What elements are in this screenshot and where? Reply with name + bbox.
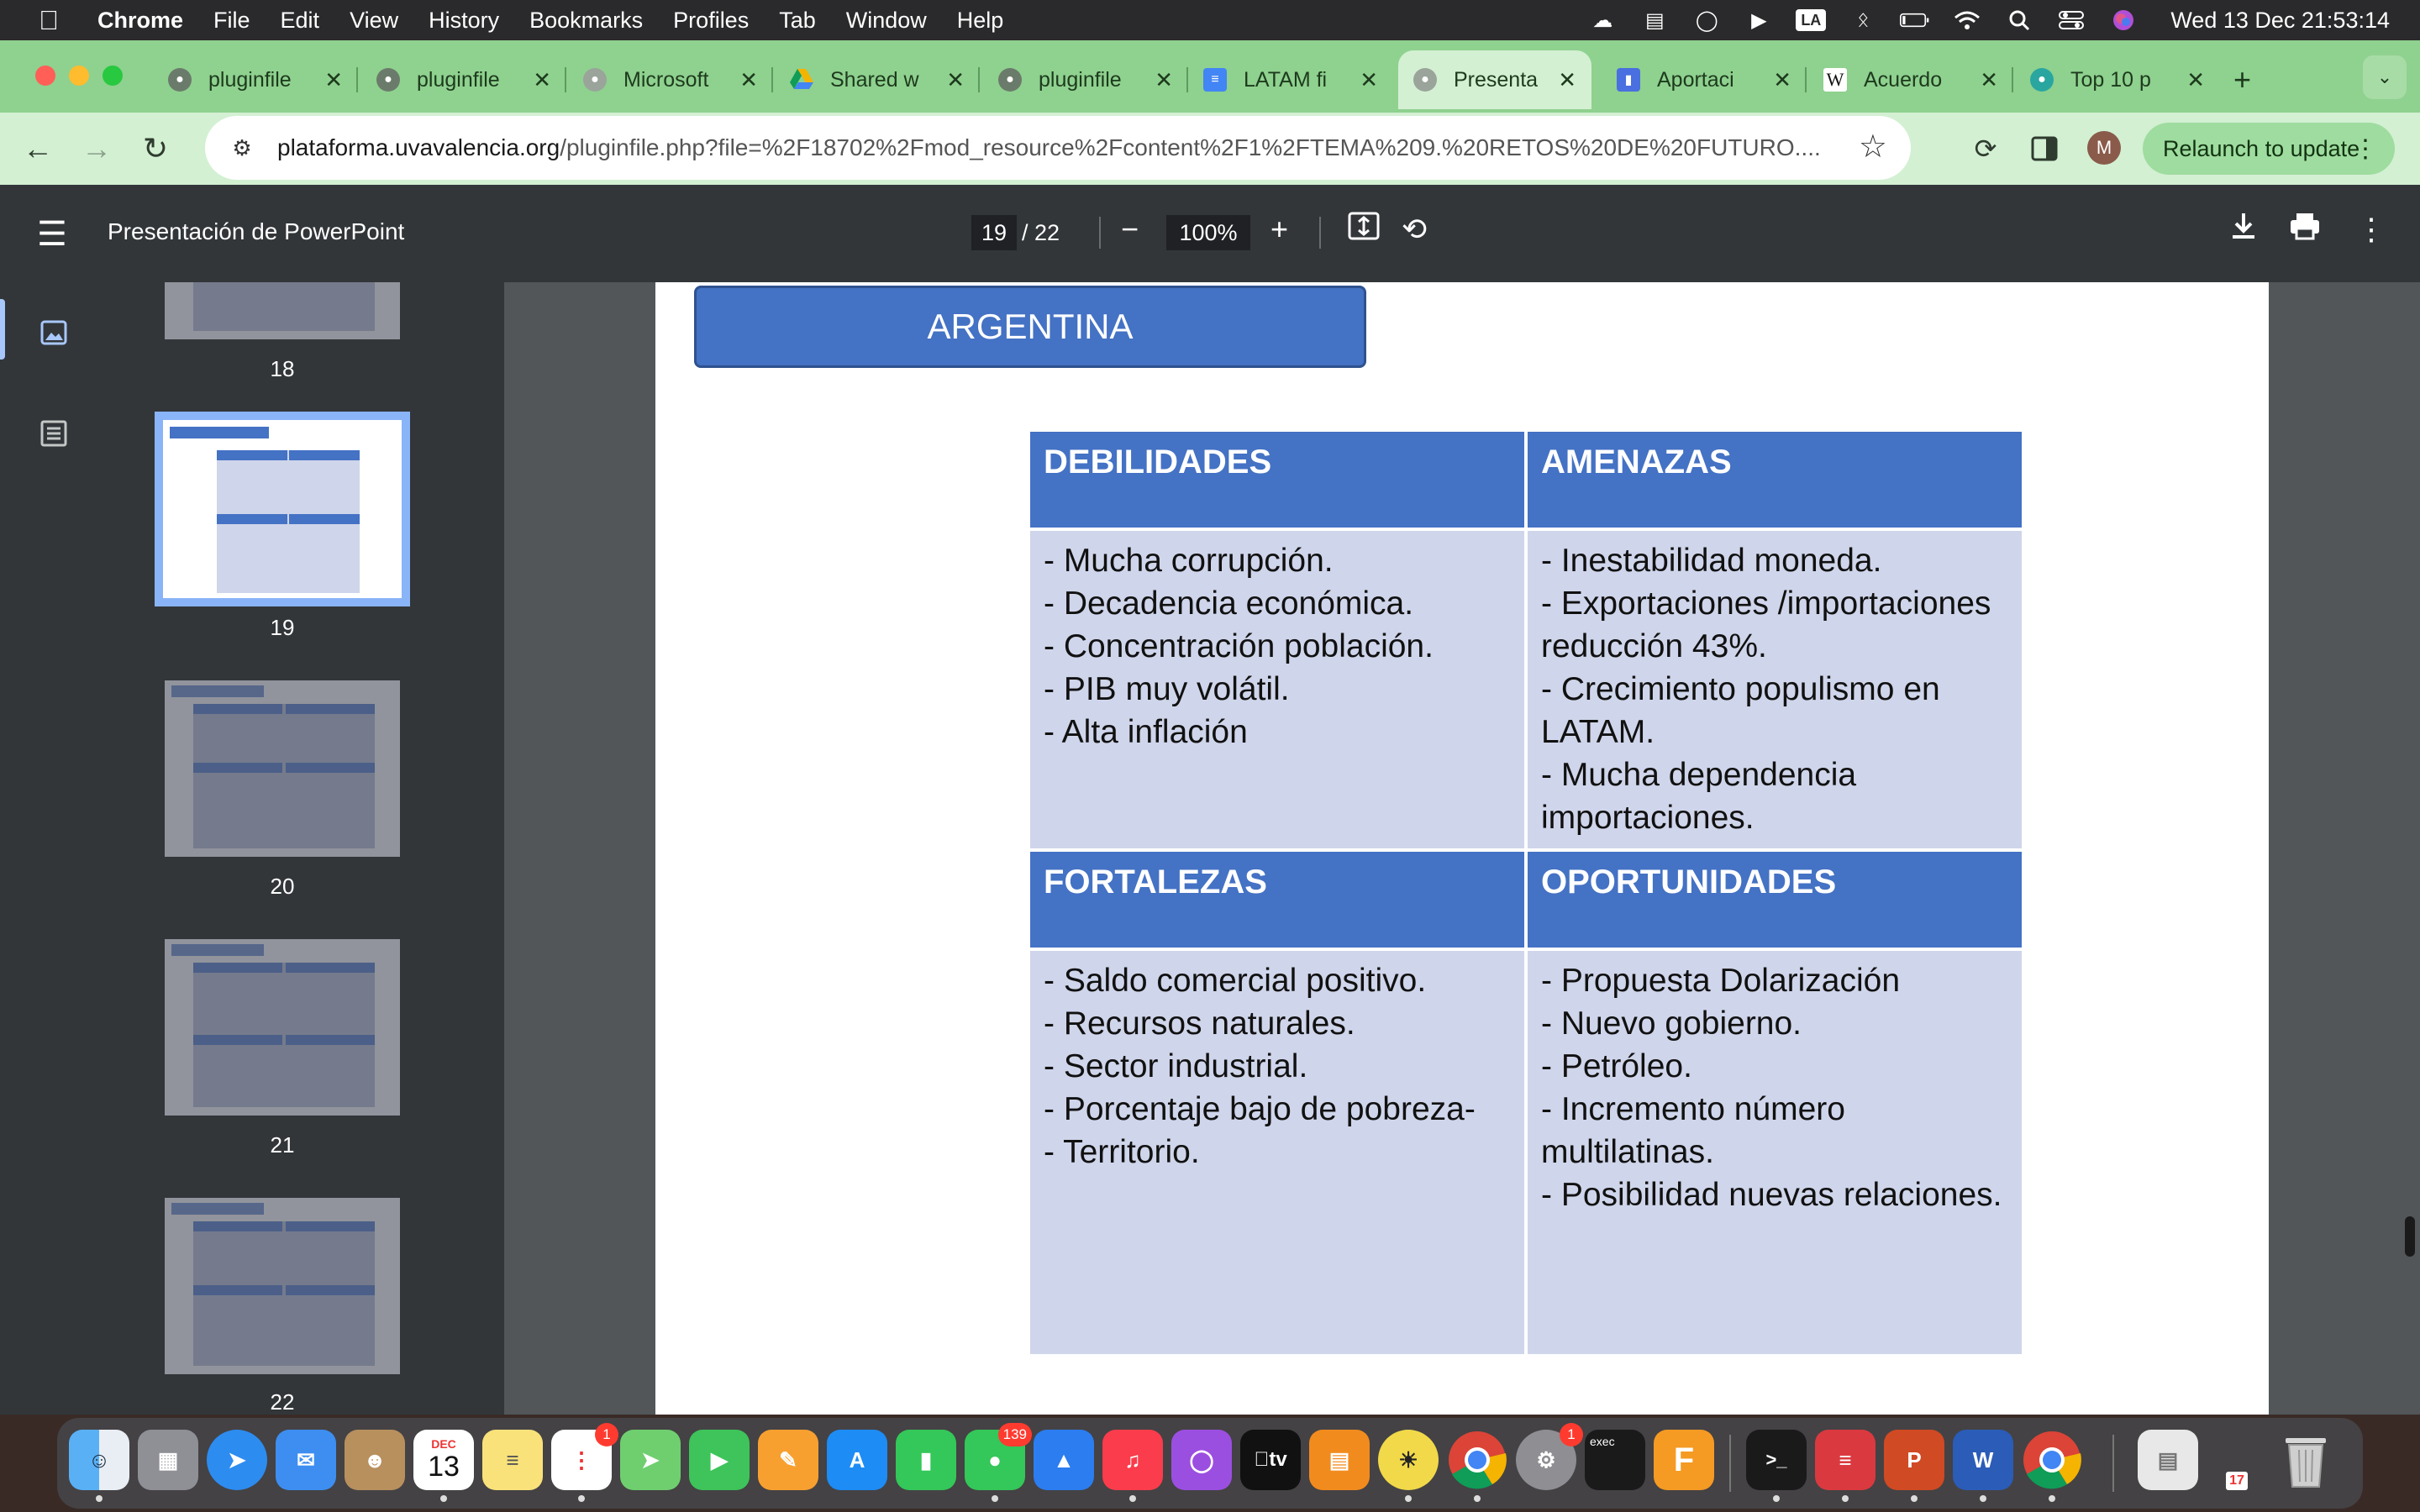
close-tab-icon[interactable]: ✕	[739, 66, 758, 92]
page-number-input[interactable]: 19	[971, 215, 1017, 250]
mail-icon[interactable]: ✉	[276, 1430, 336, 1490]
back-arrow-icon[interactable]: ←	[23, 131, 53, 165]
tab-latam[interactable]	[1203, 50, 1393, 109]
system-settings-icon[interactable]: ⚙ 1	[1516, 1430, 1576, 1490]
notification-badge: 1	[1560, 1423, 1583, 1446]
slide-title: ARGENTINA	[694, 286, 1366, 368]
swot-table	[1027, 428, 2025, 1357]
notification-badge: 139	[998, 1423, 1032, 1446]
print-icon[interactable]	[2289, 212, 2321, 248]
tab-separator	[2012, 67, 2013, 92]
pdf-viewer[interactable]	[504, 282, 2420, 1415]
fit-page-icon[interactable]	[1348, 212, 1380, 248]
url-host: plataforma.uvavalencia.org	[277, 134, 560, 160]
tab-title: Microsoft	[623, 67, 709, 92]
tab-presentacion-active[interactable]	[1398, 50, 1591, 109]
close-tab-icon[interactable]: ✕	[1558, 66, 1576, 92]
list-item: - PIB muy volátil.	[1044, 671, 1290, 707]
tab-shared[interactable]	[790, 50, 980, 109]
fusion-360-icon[interactable]	[1654, 1430, 1714, 1490]
chrome-recent-icon[interactable]	[2022, 1430, 2082, 1490]
swot-content-row	[1028, 949, 2023, 1356]
calendar-icon[interactable]	[413, 1430, 474, 1490]
page-total: / 22	[1022, 220, 1060, 245]
close-window-button[interactable]	[35, 66, 55, 86]
toolbar-divider	[1319, 217, 1321, 249]
swot-content-row	[1028, 529, 2023, 850]
play-circle-icon[interactable]: ▶	[1751, 8, 1767, 32]
thumbnail-dim	[165, 680, 400, 857]
download-icon[interactable]	[2230, 212, 2257, 248]
calendar-day: 13	[428, 1450, 460, 1483]
tab-title: Aportaci	[1657, 67, 1734, 92]
bluetooth-icon[interactable]: ᛟ	[1857, 8, 1870, 31]
document-stack-icon[interactable]: ▤	[2138, 1430, 2198, 1490]
globe-icon: ●	[1413, 68, 1437, 92]
menubar-clock[interactable]: Wed 13 Dec 21:53:14	[2170, 7, 2390, 33]
globe-icon: ●	[376, 68, 400, 92]
list-item: - Posibilidad nuevas relaciones.	[1541, 1177, 2002, 1213]
tab-acuerdo[interactable]	[1823, 50, 2013, 109]
thumbnail-label: 22	[270, 1389, 295, 1415]
pdf-page-19	[655, 282, 2269, 1415]
oportunidades-cell	[1526, 949, 2023, 1356]
rotate-icon[interactable]: ⟲	[1402, 212, 1428, 246]
document-outline-icon[interactable]	[37, 417, 71, 450]
list-item: - Alta inflación	[1044, 714, 1248, 750]
thumbnail-page-20[interactable]	[165, 680, 400, 857]
messages-icon[interactable]: ● 139	[965, 1430, 1025, 1490]
thumbnail-page-22[interactable]	[165, 1198, 400, 1374]
freeform-icon[interactable]: ✎	[758, 1430, 818, 1490]
tab-separator	[1805, 67, 1807, 92]
reload-icon[interactable]: ↻	[142, 131, 169, 165]
list-item: - Mucha dependencia importaciones.	[1541, 757, 1857, 836]
zoom-out-icon[interactable]: −	[1121, 212, 1139, 246]
apple-logo-icon[interactable]	[0, 5, 97, 36]
calendar-small-day: 17	[2226, 1472, 2248, 1490]
close-tab-icon[interactable]: ✕	[946, 66, 965, 92]
profile-avatar[interactable]: M	[2087, 131, 2121, 165]
google-docs-icon: ≡	[1203, 68, 1227, 92]
menu-app-name[interactable]: Chrome	[97, 7, 184, 33]
running-indicator	[1405, 1495, 1412, 1502]
minimize-window-button[interactable]	[69, 66, 89, 86]
relaunch-to-update-button[interactable]	[2143, 123, 2395, 175]
close-tab-icon[interactable]: ✕	[1360, 66, 1378, 92]
close-tab-icon[interactable]: ✕	[1773, 66, 1791, 92]
thumbnail-content	[163, 420, 402, 598]
close-tab-icon[interactable]: ✕	[324, 66, 343, 92]
more-vert-icon[interactable]: ⋮	[2353, 134, 2378, 163]
circle-logo-icon: ●	[2030, 68, 2054, 92]
address-bar[interactable]	[205, 116, 1911, 180]
running-indicator	[1474, 1495, 1481, 1502]
safari-icon[interactable]: ➤	[207, 1430, 267, 1490]
pdf-toolbar	[0, 185, 2420, 282]
menu-edit[interactable]: Edit	[280, 7, 320, 33]
menu-profiles[interactable]: Profiles	[673, 7, 750, 33]
keynote-icon[interactable]: ▲	[1034, 1430, 1094, 1490]
zoom-level-input[interactable]: 100%	[1166, 215, 1250, 250]
close-tab-icon[interactable]: ✕	[1980, 66, 1998, 92]
thumbnail-label: 19	[270, 615, 295, 640]
notification-badge: 1	[595, 1423, 618, 1446]
running-indicator	[1129, 1495, 1136, 1502]
list-item: - Decadencia económica.	[1044, 585, 1414, 622]
list-item: - Recursos naturales.	[1044, 1005, 1355, 1042]
powerpoint-icon[interactable]: P	[1884, 1430, 1944, 1490]
list-item: - Propuesta Dolarización	[1541, 963, 1901, 999]
numbers-icon[interactable]: ▮	[896, 1430, 956, 1490]
finder-icon[interactable]: ☺	[69, 1430, 129, 1490]
list-item: - Territorio.	[1044, 1134, 1200, 1170]
list-item: - Crecimiento populismo en LATAM.	[1541, 671, 1940, 750]
thumbnail-dim	[165, 282, 400, 339]
list-item: - Porcentaje bajo de pobreza-	[1044, 1091, 1476, 1127]
cloud-sync-icon[interactable]: ☁	[1592, 8, 1613, 32]
debilidades-heading: DEBILIDADES	[1028, 430, 1526, 529]
fortalezas-heading: FORTALEZAS	[1028, 850, 1526, 949]
running-indicator	[578, 1495, 585, 1502]
menu-file[interactable]: File	[213, 7, 250, 33]
tab-separator	[1186, 67, 1188, 92]
tab-separator	[565, 67, 566, 92]
forms-icon: ▮	[1617, 68, 1640, 92]
fortalezas-cell	[1028, 949, 1526, 1356]
oportunidades-heading: OPORTUNIDADES	[1526, 850, 2023, 949]
close-tab-icon[interactable]: ✕	[533, 66, 551, 92]
tab-aportacion[interactable]	[1617, 50, 1807, 109]
menu-bookmarks[interactable]: Bookmarks	[529, 7, 644, 33]
new-tab-button[interactable]: +	[2233, 62, 2252, 97]
word-icon[interactable]: W	[1953, 1430, 2013, 1490]
wikipedia-icon: W	[1823, 68, 1847, 92]
close-tab-icon[interactable]: ✕	[2186, 66, 2205, 92]
tab-title: Acuerdo	[1864, 67, 1943, 92]
fusion-label: F	[1673, 1441, 1695, 1478]
viewer-scrollbar-thumb[interactable]	[2405, 1216, 2415, 1257]
list-item: - Sector industrial.	[1044, 1048, 1308, 1084]
rail-active-indicator	[0, 299, 5, 360]
maps-icon[interactable]: ➤	[620, 1430, 681, 1490]
battery-icon[interactable]	[1900, 9, 1930, 31]
facetime-icon[interactable]: ▶	[689, 1430, 750, 1490]
terminal-icon[interactable]: >_	[1746, 1430, 1807, 1490]
tab-separator	[356, 67, 358, 92]
tab-separator	[771, 67, 773, 92]
calendar-month: DEC	[431, 1436, 456, 1451]
app-store-icon[interactable]: A	[827, 1430, 887, 1490]
thumbnails-view-icon[interactable]	[37, 316, 71, 349]
toolbar-divider	[1099, 217, 1101, 249]
more-options-icon[interactable]: ⋮	[2356, 212, 2386, 246]
running-indicator	[2049, 1495, 2055, 1502]
globe-icon: ●	[583, 68, 607, 92]
thumbnail-label: 21	[270, 1132, 295, 1158]
swot-header-row	[1028, 850, 2023, 949]
macos-ventura-icon[interactable]: ☀	[1378, 1430, 1439, 1490]
swot-header-row	[1028, 430, 2023, 529]
running-indicator	[992, 1495, 998, 1502]
siri-icon[interactable]	[2108, 9, 2139, 31]
tab-title: Shared w	[830, 67, 919, 92]
running-indicator	[96, 1495, 103, 1502]
tab-top10[interactable]	[2030, 50, 2220, 109]
apple-tv-icon[interactable]	[1240, 1430, 1301, 1490]
hamburger-menu-icon[interactable]: ☰	[37, 216, 67, 253]
amenazas-cell	[1526, 529, 2023, 850]
running-indicator	[440, 1495, 447, 1502]
tab-pluginfile-3[interactable]	[998, 50, 1188, 109]
macos-dock	[57, 1418, 2363, 1509]
tab-title: LATAM fi	[1244, 67, 1328, 92]
menu-help[interactable]: Help	[956, 7, 1004, 33]
reminders-icon[interactable]: ⋮ 1	[551, 1430, 612, 1490]
expressvpn-icon[interactable]: ≡	[1815, 1430, 1876, 1490]
running-indicator	[1911, 1495, 1918, 1502]
thumbnail-page-18[interactable]	[165, 282, 400, 339]
tab-title: Top 10 p	[2070, 67, 2151, 92]
wifi-icon[interactable]	[1952, 9, 1982, 31]
downloads-stack-icon[interactable]	[2207, 1430, 2267, 1490]
exec-terminal-icon[interactable]	[1585, 1430, 1645, 1490]
notes-icon[interactable]: ≡	[482, 1430, 543, 1490]
zoom-in-icon[interactable]: +	[1270, 212, 1289, 246]
control-center-icon[interactable]	[2056, 9, 2086, 31]
thumbnail-dim	[165, 1198, 400, 1374]
macos-menu-bar	[0, 0, 2420, 40]
menu-view[interactable]: View	[350, 7, 399, 33]
google-drive-icon	[790, 68, 813, 92]
list-item: - Inestabilidad moneda.	[1541, 543, 1882, 579]
bookmark-star-icon[interactable]: ☆	[1858, 129, 1887, 165]
books-icon[interactable]: ▤	[1309, 1430, 1370, 1490]
tab-microsoft[interactable]	[583, 50, 773, 109]
globe-icon: ●	[168, 68, 192, 92]
sync-circle-icon[interactable]: ◯	[1695, 8, 1718, 32]
tab-pluginfile-1[interactable]	[168, 50, 358, 109]
debilidades-cell	[1028, 529, 1526, 850]
relaunch-label: Relaunch to update	[2163, 135, 2360, 161]
status-area	[1587, 0, 2390, 40]
list-item: - Mucha corrupción.	[1044, 543, 1334, 579]
spotlight-search-icon[interactable]	[2004, 9, 2034, 31]
menu-history[interactable]: History	[429, 7, 500, 33]
dock-separator	[1729, 1435, 1731, 1492]
thumbnail-label: 18	[270, 356, 295, 381]
tab-title: pluginfile	[417, 67, 500, 92]
tab-title: Presenta	[1454, 67, 1539, 92]
exec-label: exec	[1590, 1435, 1615, 1448]
url-path: /pluginfile.php?file=%2F18702%2Fmod_resource%2Fcontent%2F1%2FTEMA%209.%20RETOS%20DE%20FUTURO....	[560, 134, 1821, 160]
list-item: - Petróleo.	[1541, 1048, 1692, 1084]
sidebar-rail	[0, 282, 109, 1415]
running-indicator	[1980, 1495, 1986, 1502]
thumbnail-page-21[interactable]	[165, 939, 400, 1116]
pdf-title: Presentación de PowerPoint	[108, 218, 405, 244]
tab-separator	[978, 67, 980, 92]
menu-window[interactable]: Window	[845, 7, 927, 33]
dock-separator	[2112, 1435, 2114, 1492]
running-indicator	[1842, 1495, 1849, 1502]
thumbnail-page-19[interactable]	[155, 412, 410, 606]
launchpad-icon[interactable]: ▦	[138, 1430, 198, 1490]
list-item: - Concentración población.	[1044, 628, 1434, 664]
extension-icon[interactable]: ⟳	[1974, 134, 1997, 164]
side-panel-icon[interactable]	[2023, 128, 2065, 170]
tab-search-button[interactable]: ⌄	[2363, 55, 2407, 99]
list-item: - Exportaciones /importaciones reducción 43%.	[1541, 585, 1991, 664]
keyboard-layout-icon[interactable]: LA	[1796, 9, 1826, 31]
menu-tab[interactable]: Tab	[779, 7, 816, 33]
chrome-icon[interactable]	[1447, 1430, 1507, 1490]
trash-icon[interactable]	[2275, 1430, 2336, 1490]
music-icon[interactable]: ♫	[1102, 1430, 1163, 1490]
globe-icon: ●	[998, 68, 1022, 92]
apple-tv-label: tv	[1261, 1448, 1280, 1471]
running-indicator	[1773, 1495, 1780, 1502]
thumbnail-label: 20	[270, 874, 295, 899]
list-item: - Incremento número multilatinas.	[1541, 1091, 1845, 1170]
site-settings-icon[interactable]: ⚙	[232, 134, 252, 160]
amenazas-heading: AMENAZAS	[1526, 430, 2023, 529]
screen-mirror-icon[interactable]: ▤	[1644, 8, 1665, 32]
thumbnail-dim	[165, 939, 400, 1116]
tab-title: pluginfile	[1039, 67, 1122, 92]
contacts-icon[interactable]: ☻	[345, 1430, 405, 1490]
tab-title: pluginfile	[208, 67, 292, 92]
podcasts-icon[interactable]: ◯	[1171, 1430, 1232, 1490]
zoom-window-button[interactable]	[103, 66, 123, 86]
url-text[interactable]	[277, 134, 1865, 161]
close-tab-icon[interactable]: ✕	[1155, 66, 1173, 92]
list-item: - Nuevo gobierno.	[1541, 1005, 1802, 1042]
forward-arrow-icon[interactable]: →	[82, 131, 112, 165]
tab-pluginfile-2[interactable]	[376, 50, 566, 109]
list-item: - Saldo comercial positivo.	[1044, 963, 1427, 999]
